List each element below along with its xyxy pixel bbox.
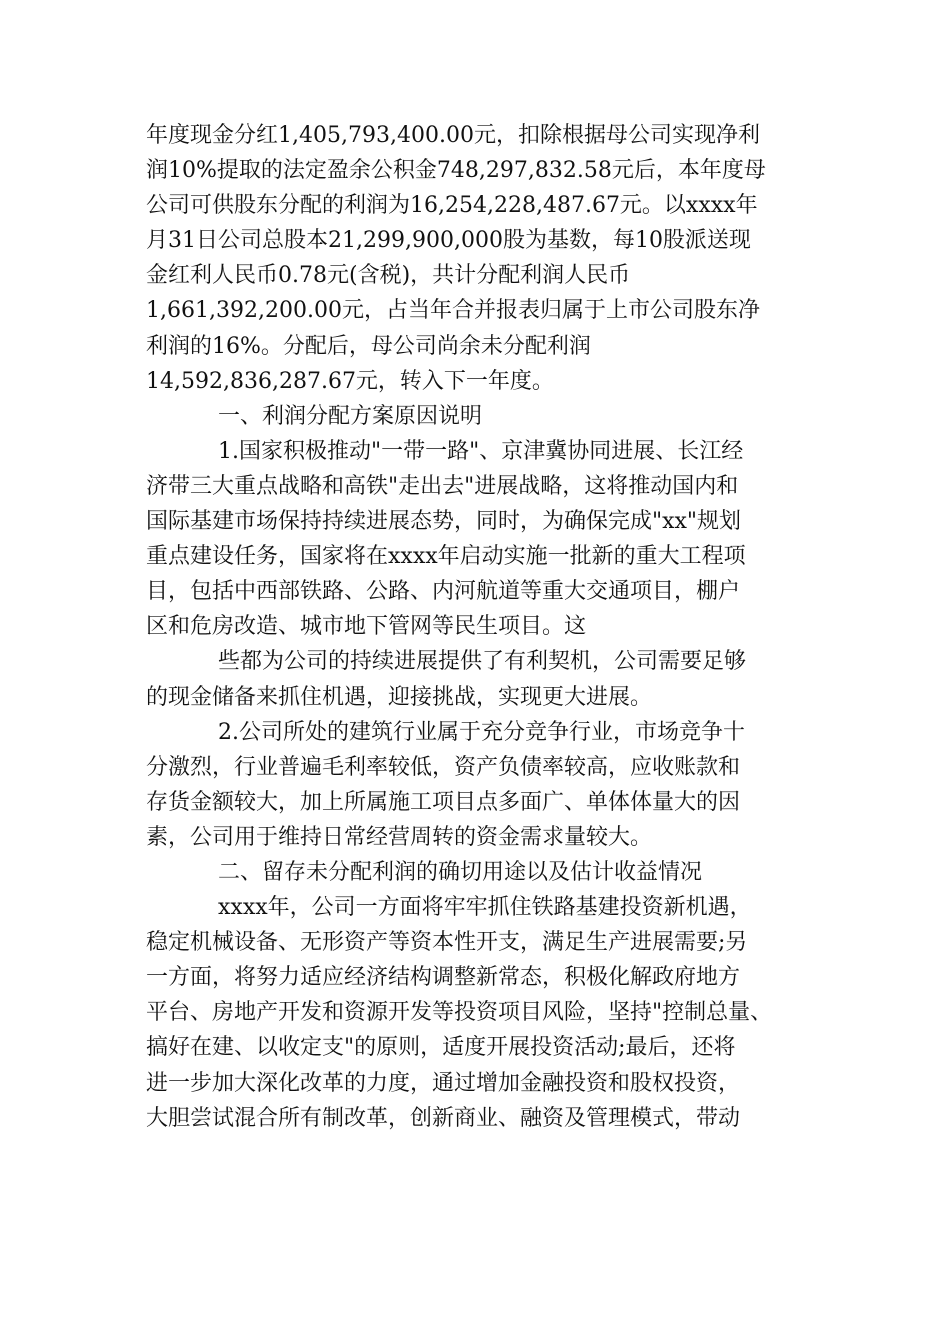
text-line: 1,661,392,200.00元，占当年合并报表归属于上市公司股东净 [146, 298, 760, 324]
text-line: 些都为公司的持续进展提供了有利契机，公司需要足够 [218, 649, 747, 675]
section-heading-1: 一、利润分配方案原因说明 [218, 403, 483, 429]
text-line: 月31日公司总股本21,299,900,000股为基数，每10股派送现 [146, 228, 751, 254]
text-line: 济带三大重点战略和高铁"走出去"进展战略，这将推动国内和 [146, 473, 739, 499]
text-line: 金红利人民币0.78元(含税)，共计分配利润人民币 [146, 263, 631, 289]
text-line: 1.国家积极推动"一带一路"、京津冀协同进展、长江经 [218, 438, 744, 464]
text-line: 平台、房地产开发和资源开发等投资项目风险，坚持"控制总量、 [146, 1000, 773, 1026]
text-line: 大胆尝试混合所有制改革，创新商业、融资及管理模式，带动 [146, 1105, 741, 1131]
text-line: 稳定机械设备、无形资产等资本性开支，满足生产进展需要;另 [146, 930, 748, 956]
text-line: 分激烈，行业普遍毛利率较低，资产负债率较高，应收账款和 [146, 754, 741, 780]
text-line: 公司可供股东分配的利润为16,254,228,487.67元。以xxxx年 [146, 193, 758, 219]
text-line: 进一步加大深化改革的力度，通过增加金融投资和股权投资， [146, 1070, 741, 1096]
text-line: 搞好在建、以收定支"的原则，适度开展投资活动;最后，还将 [146, 1035, 736, 1061]
text-line: 利润的16%。分配后，母公司尚余未分配利润 [146, 333, 591, 359]
text-line: 素，公司用于维持日常经营周转的资金需求量较大。 [146, 824, 653, 850]
text-line: 年度现金分红1,405,793,400.00元，扣除根据母公司实现净利 [146, 123, 760, 148]
section-heading-2: 二、留存未分配利润的确切用途以及估计收益情况 [218, 859, 703, 885]
text-line: 2.公司所处的建筑行业属于充分竞争行业，市场竞争十 [218, 719, 745, 745]
text-line: 润10%提取的法定盈余公积金748,297,832.58元后，本年度母 [146, 158, 766, 184]
text-line: 国际基建市场保持持续进展态势，同时，为确保完成"xx"规划 [146, 509, 742, 535]
text-line: 目，包括中西部铁路、公路、内河航道等重大交通项目，棚户 [146, 579, 741, 605]
text-line: 的现金储备来抓住机遇，迎接挑战，实现更大进展。 [146, 684, 653, 710]
text-line: 一方面，将努力适应经济结构调整新常态，积极化解政府地方 [146, 965, 741, 991]
text-line: xxxx年，公司一方面将牢牢抓住铁路基建投资新机遇， [218, 895, 752, 921]
text-line: 重点建设任务，国家将在xxxx年启动实施一批新的重大工程项 [146, 544, 746, 570]
text-line: 14,592,836,287.67元，转入下一年度。 [146, 368, 554, 394]
document-body [146, 118, 826, 1136]
text-line: 存货金额较大，加上所属施工项目点多面广、单体体量大的因 [146, 789, 741, 815]
text-line: 区和危房改造、城市地下管网等民生项目。这 [146, 614, 587, 640]
